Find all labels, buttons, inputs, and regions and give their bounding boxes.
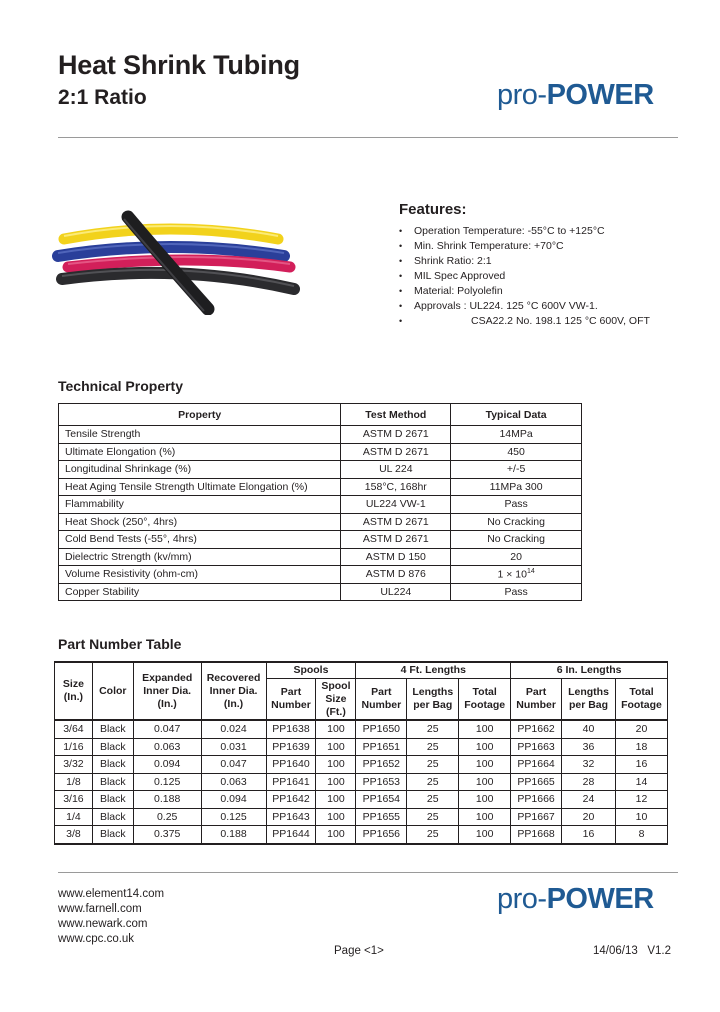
table-cell: 10 <box>615 808 667 826</box>
method-cell: UL224 <box>341 583 451 601</box>
table-cell: 18 <box>615 738 667 756</box>
table-cell: PP1654 <box>356 791 407 809</box>
logo-pro-text: pro- <box>497 79 547 111</box>
table-row <box>59 461 582 479</box>
footer-link[interactable]: www.newark.com <box>58 918 148 930</box>
property-cell: Ultimate Elongation (%) <box>59 443 341 461</box>
table-cell: 20 <box>562 808 616 826</box>
value-cell: 450 <box>451 443 582 461</box>
column-header: Property <box>59 404 341 426</box>
table-header-row <box>59 404 582 426</box>
table-cell: 0.094 <box>201 791 266 809</box>
technical-property-table <box>58 403 582 601</box>
value-cell: Pass <box>451 583 582 601</box>
property-cell: Tensile Strength <box>59 426 341 444</box>
table-cell: Black <box>92 808 133 826</box>
features-heading: Features: <box>399 201 467 218</box>
table-cell: 0.063 <box>133 738 201 756</box>
table-cell: 1/8 <box>55 773 93 791</box>
feature-item: • Operation Temperature: -55°C to +125°C <box>399 224 699 239</box>
column-header: Recovered Inner Dia. (In.) <box>201 662 266 720</box>
table-row <box>55 738 668 756</box>
table-row <box>55 826 668 844</box>
property-cell: Flammability <box>59 496 341 514</box>
table-cell: Black <box>92 773 133 791</box>
table-row <box>55 773 668 791</box>
table-cell: Black <box>92 738 133 756</box>
brand-logo-top <box>497 79 654 112</box>
page-subtitle: 2:1 Ratio <box>58 86 147 109</box>
table-cell: 20 <box>615 720 667 738</box>
table-cell: 0.094 <box>133 756 201 774</box>
feature-item: • Material: Polyolefin <box>399 284 699 299</box>
method-cell: UL 224 <box>341 461 451 479</box>
feature-item: • Approvals : UL224. 125 °C 600V VW-1. <box>399 299 699 314</box>
table-cell: 0.047 <box>201 756 266 774</box>
column-header: Color <box>92 662 133 720</box>
footer-link[interactable]: www.element14.com <box>58 888 165 900</box>
table-cell: 100 <box>459 720 511 738</box>
column-header: Test Method <box>341 404 451 426</box>
table-cell: 100 <box>316 791 356 809</box>
table-cell: 12 <box>615 791 667 809</box>
table-cell: PP1642 <box>266 791 316 809</box>
table-cell: 3/8 <box>55 826 93 844</box>
table-cell: 0.024 <box>201 720 266 738</box>
technical-property-heading: Technical Property <box>58 378 184 394</box>
group-header: Spools <box>266 662 356 679</box>
column-header: Spool Size (Ft.) <box>316 679 356 721</box>
table-cell: 100 <box>316 808 356 826</box>
table-cell: PP1639 <box>266 738 316 756</box>
property-cell: Volume Resistivity (ohm-cm) <box>59 566 341 584</box>
footer-link[interactable]: www.cpc.co.uk <box>58 933 135 945</box>
table-cell: Black <box>92 756 133 774</box>
table-cell: 100 <box>316 756 356 774</box>
method-cell: ASTM D 876 <box>341 566 451 584</box>
table-row <box>59 443 582 461</box>
group-header: 6 In. Lengths <box>511 662 668 679</box>
header-divider <box>58 137 678 138</box>
table-cell: PP1655 <box>356 808 407 826</box>
table-row <box>55 756 668 774</box>
column-header: Part Number <box>511 679 562 721</box>
table-cell: PP1640 <box>266 756 316 774</box>
table-cell: 100 <box>316 720 356 738</box>
table-cell: Black <box>92 791 133 809</box>
table-row <box>55 808 668 826</box>
property-cell: Longitudinal Shrinkage (%) <box>59 461 341 479</box>
table-cell: PP1662 <box>511 720 562 738</box>
table-row <box>59 513 582 531</box>
value-cell: No Cracking <box>451 531 582 549</box>
table-cell: 8 <box>615 826 667 844</box>
table-cell: 32 <box>562 756 616 774</box>
logo-power-text: POWER <box>546 883 654 915</box>
table-cell: PP1651 <box>356 738 407 756</box>
table-row <box>59 531 582 549</box>
table-cell: 16 <box>615 756 667 774</box>
property-cell: Dielectric Strength (kv/mm) <box>59 548 341 566</box>
value-cell: +/-5 <box>451 461 582 479</box>
table-row <box>59 566 582 584</box>
table-cell: PP1663 <box>511 738 562 756</box>
table-cell: PP1653 <box>356 773 407 791</box>
table-cell: 0.047 <box>133 720 201 738</box>
table-cell: PP1667 <box>511 808 562 826</box>
table-cell: PP1644 <box>266 826 316 844</box>
table-cell: 3/16 <box>55 791 93 809</box>
table-row <box>55 791 668 809</box>
property-cell: Heat Aging Tensile Strength Ultimate Elongation (%) <box>59 478 341 496</box>
property-cell: Cold Bend Tests (-55°, 4hrs) <box>59 531 341 549</box>
table-row <box>59 496 582 514</box>
table-cell: Black <box>92 826 133 844</box>
feature-item: • MIL Spec Approved <box>399 269 699 284</box>
table-cell: 25 <box>407 773 459 791</box>
logo-pro-text: pro- <box>497 883 547 915</box>
table-cell: 0.25 <box>133 808 201 826</box>
table-cell: 25 <box>407 720 459 738</box>
group-header: 4 Ft. Lengths <box>356 662 511 679</box>
table-cell: PP1656 <box>356 826 407 844</box>
value-cell: Pass <box>451 496 582 514</box>
method-cell: ASTM D 2671 <box>341 531 451 549</box>
value-cell: 20 <box>451 548 582 566</box>
table-cell: 25 <box>407 791 459 809</box>
brand-logo-bottom <box>497 883 654 916</box>
column-header: Typical Data <box>451 404 582 426</box>
table-cell: 100 <box>316 738 356 756</box>
table-cell: 16 <box>562 826 616 844</box>
table-cell: 0.188 <box>201 826 266 844</box>
logo-power-text: POWER <box>546 79 654 111</box>
column-header: Expanded Inner Dia. (In.) <box>133 662 201 720</box>
page-title: Heat Shrink Tubing <box>58 50 300 80</box>
feature-item: • Min. Shrink Temperature: +70°C <box>399 239 699 254</box>
table-cell: 0.031 <box>201 738 266 756</box>
part-number-heading: Part Number Table <box>58 636 182 652</box>
table-cell: PP1643 <box>266 808 316 826</box>
date-version: 14/06/13 V1.2 <box>593 945 672 957</box>
table-cell: PP1652 <box>356 756 407 774</box>
heat-shrink-tubing-image <box>50 205 310 315</box>
table-cell: 40 <box>562 720 616 738</box>
resistivity-exponent: 14 <box>526 568 535 575</box>
column-header: Total Footage <box>459 679 511 721</box>
table-cell: PP1638 <box>266 720 316 738</box>
part-number-table <box>54 661 668 845</box>
table-cell: 24 <box>562 791 616 809</box>
table-cell: 1/16 <box>55 738 93 756</box>
table-cell: 0.125 <box>201 808 266 826</box>
table-cell: 100 <box>459 738 511 756</box>
table-cell: 25 <box>407 826 459 844</box>
features-list <box>399 224 699 329</box>
table-cell: 100 <box>459 826 511 844</box>
property-cell: Copper Stability <box>59 583 341 601</box>
method-cell: ASTM D 150 <box>341 548 451 566</box>
footer-divider <box>58 872 678 873</box>
table-row <box>59 583 582 601</box>
table-cell: 100 <box>459 791 511 809</box>
table-cell: PP1666 <box>511 791 562 809</box>
value-cell: 14MPa <box>451 426 582 444</box>
table-row <box>55 720 668 738</box>
column-header: Part Number <box>356 679 407 721</box>
footer-link[interactable]: www.farnell.com <box>58 903 142 915</box>
method-cell: ASTM D 2671 <box>341 443 451 461</box>
table-cell: 0.375 <box>133 826 201 844</box>
value-cell: No Cracking <box>451 513 582 531</box>
table-cell: 3/64 <box>55 720 93 738</box>
table-cell: 25 <box>407 808 459 826</box>
method-cell: UL224 VW-1 <box>341 496 451 514</box>
table-cell: 0.063 <box>201 773 266 791</box>
table-cell: PP1664 <box>511 756 562 774</box>
table-row <box>59 478 582 496</box>
table-cell: 36 <box>562 738 616 756</box>
table-cell: 0.125 <box>133 773 201 791</box>
property-cell: Heat Shock (250°, 4hrs) <box>59 513 341 531</box>
column-header: Total Footage <box>615 679 667 721</box>
footer-links <box>58 887 164 947</box>
table-cell: 25 <box>407 738 459 756</box>
table-cell: 28 <box>562 773 616 791</box>
value-cell <box>451 566 582 584</box>
column-header: Size (In.) <box>55 662 93 720</box>
resistivity-base: 1 × 10 <box>497 568 527 581</box>
table-cell: 1/4 <box>55 808 93 826</box>
column-header: Lengths per Bag <box>562 679 616 721</box>
column-header: Lengths per Bag <box>407 679 459 721</box>
column-header: Part Number <box>266 679 316 721</box>
value-cell: 11MPa 300 <box>451 478 582 496</box>
feature-item: • Shrink Ratio: 2:1 <box>399 254 699 269</box>
feature-item-continued: • CSA22.2 No. 198.1 125 °C 600V, OFT <box>399 314 699 329</box>
table-cell: 100 <box>459 808 511 826</box>
table-cell: PP1641 <box>266 773 316 791</box>
table-cell: 3/32 <box>55 756 93 774</box>
table-cell: 0.188 <box>133 791 201 809</box>
table-cell: 100 <box>459 773 511 791</box>
method-cell: ASTM D 2671 <box>341 513 451 531</box>
table-cell: 25 <box>407 756 459 774</box>
table-cell: 100 <box>459 756 511 774</box>
method-cell: 158°C, 168hr <box>341 478 451 496</box>
table-row <box>59 548 582 566</box>
table-cell: 100 <box>316 773 356 791</box>
table-cell: 100 <box>316 826 356 844</box>
table-row <box>59 426 582 444</box>
part-number-rows <box>55 720 668 844</box>
table-header-row <box>55 662 668 679</box>
table-cell: PP1668 <box>511 826 562 844</box>
table-cell: 14 <box>615 773 667 791</box>
table-cell: PP1665 <box>511 773 562 791</box>
method-cell: ASTM D 2671 <box>341 426 451 444</box>
table-cell: PP1650 <box>356 720 407 738</box>
table-cell: Black <box>92 720 133 738</box>
page-number: Page <1> <box>334 945 384 957</box>
